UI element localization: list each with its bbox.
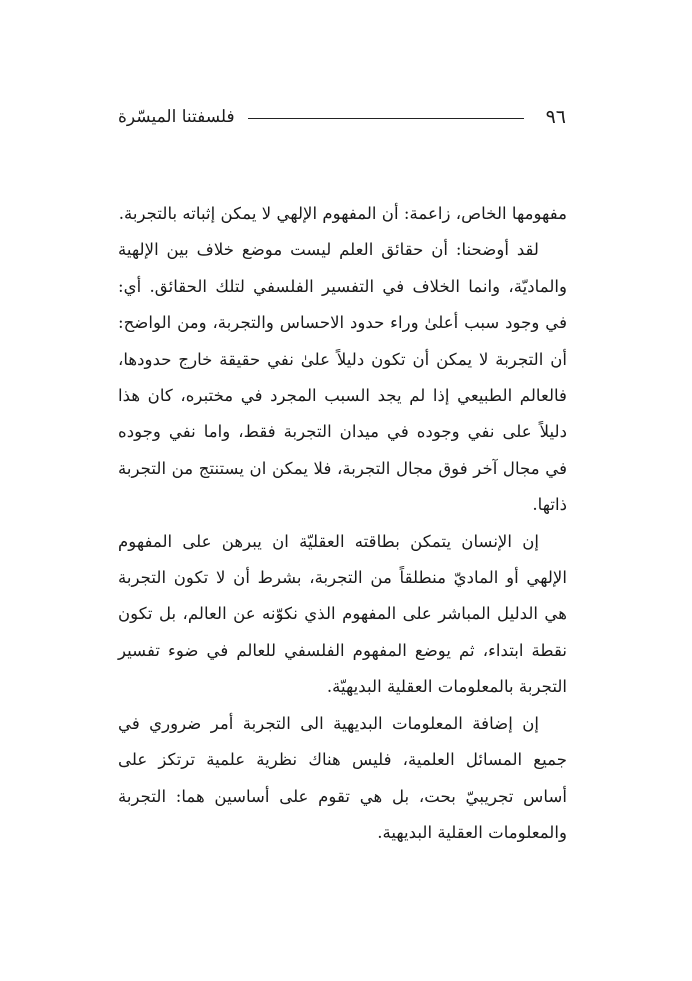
paragraph: إن إضافة المعلومات البديهية الى التجربة أمر ضروري في جميع المسائل العلمية، فليس هناك نظرية علمية ترتكز على أساس تجريبيّ بحت، بل هي تقوم على أساسين هما: التجربة والمعلومات العقلية البديهية. <box>118 713 567 842</box>
running-title: فلسفتنا الميسّرة <box>118 107 235 127</box>
page-header <box>118 104 566 130</box>
paragraph: إن الإنسان يتمكن بطاقته العقليّة ان يبرهن على المفهوم الإلهي أو الماديّ منطلقاً من التجربة، بشرط أن لا تكون التجربة هي الدليل المباشر على المفهوم الذي نكوّنه عن العالم، بل تكون نقطة ابتداء، ثم يوضع المفهوم الفلسفي للعالم في ضوء تفسير التجربة بالمعلومات العقلية البديهيّة. <box>118 531 567 697</box>
body-text <box>118 196 567 851</box>
header-rule <box>248 118 524 119</box>
paragraph: لقد أوضحنا: أن حقائق العلم ليست موضع خلاف بين الإلهية والماديّة، وانما الخلاف في التفسير الفلسفي لتلك الحقائق. أي: في وجود سبب أعلىٰ وراء حدود الاحساس والتجربة، ومن الواضح: أن التجربة لا يمكن أن تكون دليلاً علىٰ نفي حقيقة خارج حدودها، فالعالم الطبيعي إذا لم يجد السبب المجرد في مختبره، كان هذا دليلاً على نفي وجوده في ميدان التجربة فقط، واما نفي وجوده في مجال آخر فوق مجال التجربة، فلا يمكن ان يستنتج من التجربة ذاتها. <box>118 240 567 515</box>
paragraph-continuation: مفهومها الخاص، زاعمة: أن المفهوم الإلهي لا يمكن إثباته بالتجربة. <box>118 204 567 223</box>
page-number: ٩٦ <box>545 106 566 128</box>
